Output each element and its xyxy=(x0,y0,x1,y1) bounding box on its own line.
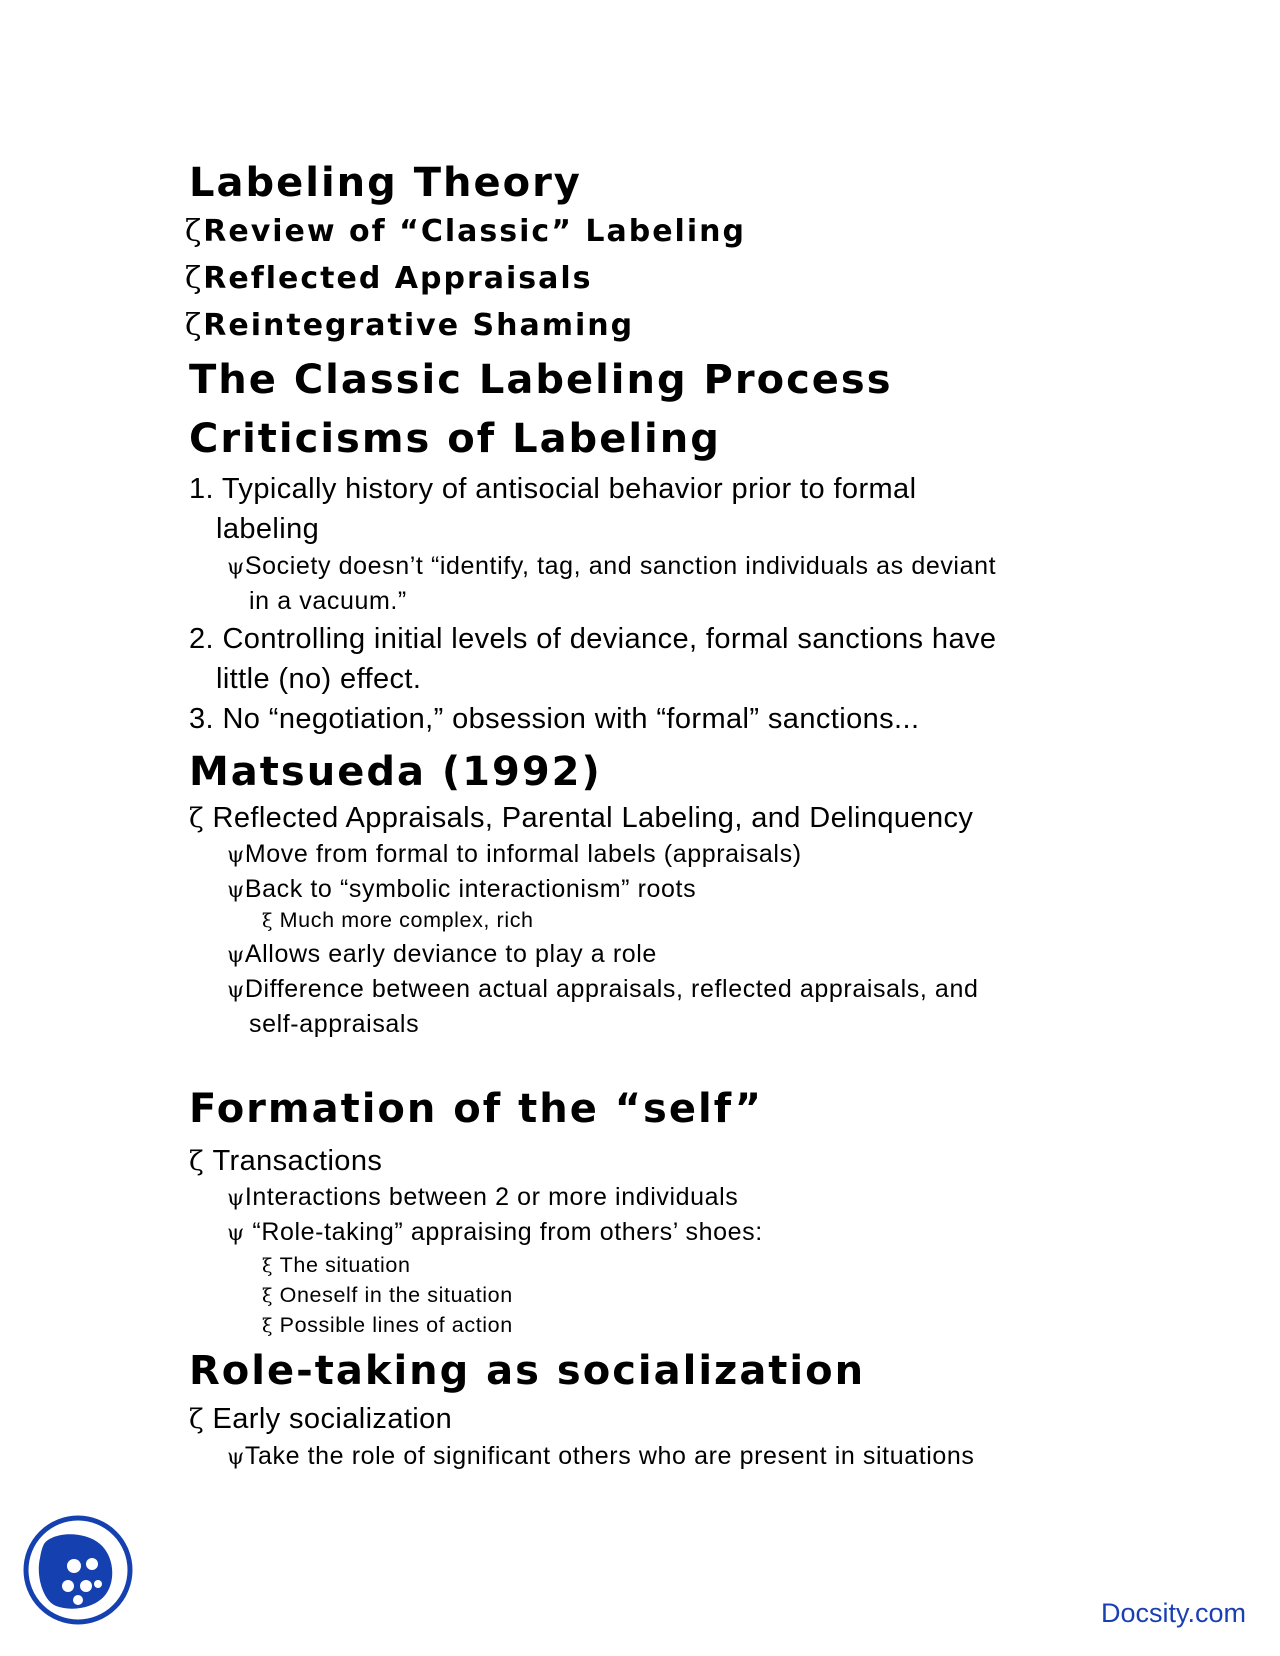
zeta-bullet: ζ xyxy=(189,803,205,834)
psi-bullet: ψ xyxy=(227,878,245,903)
logo-dot xyxy=(67,1559,81,1573)
zeta-bullet: ζ xyxy=(189,1404,205,1435)
docsity-brand-link[interactable]: Docsity.com xyxy=(1101,1598,1247,1628)
criticism-1-line-2: labeling xyxy=(216,513,320,545)
sub-text: Move from formal to informal labels (appraisals) xyxy=(244,840,802,868)
criticism-3: 3. No “negotiation,” obsession with “formal” sanctions... xyxy=(189,703,920,735)
logo-dot xyxy=(80,1580,92,1592)
matsueda-sub-2 xyxy=(227,877,696,902)
matsueda-sub-3 xyxy=(227,942,657,967)
psi-bullet: ψ xyxy=(227,1445,245,1470)
sub-item-text: Reintegrative Shaming xyxy=(203,308,635,343)
criticism-2-line-2: little (no) effect. xyxy=(216,663,422,695)
logo-dot xyxy=(73,1595,83,1605)
matsueda-sub-4-line-2: self-appraisals xyxy=(249,1010,420,1038)
formation-sub-2 xyxy=(227,1220,763,1245)
matsueda-subsub-1 xyxy=(262,910,534,932)
sub-text: Difference between actual appraisals, reflected appraisals, and xyxy=(244,975,979,1003)
docsity-logo-icon[interactable] xyxy=(22,1514,134,1626)
psi-bullet: ψ xyxy=(227,943,245,968)
main-text: Reflected Appraisals, Parental Labeling, and Delinquency xyxy=(204,802,974,834)
logo-dot xyxy=(94,1580,102,1588)
heading-criticisms-of-labeling: Criticisms of Labeling xyxy=(189,416,721,462)
formation-subsub-3 xyxy=(262,1315,513,1337)
sub-item-classic-labeling xyxy=(185,214,746,249)
sub-text: “Role-taking” appraising from others’ shoes: xyxy=(244,1218,763,1246)
zeta-bullet: ζ xyxy=(185,308,204,343)
matsueda-main-item xyxy=(189,804,973,833)
formation-sub-1 xyxy=(227,1185,738,1210)
heading-labeling-theory: Labeling Theory xyxy=(189,160,582,206)
roletaking-main-item xyxy=(189,1405,452,1434)
xi-bullet: ξ xyxy=(262,1255,274,1277)
psi-bullet: ψ xyxy=(227,555,245,580)
sub-item-reintegrative-shaming xyxy=(185,308,635,343)
logo-dot xyxy=(86,1558,98,1570)
xi-bullet: ξ xyxy=(262,1315,274,1337)
criticism-2-line-1: 2. Controlling initial levels of deviance, formal sanctions have xyxy=(189,623,997,655)
sub-item-text: Reflected Appraisals xyxy=(203,261,593,296)
subsub-text: The situation xyxy=(273,1253,411,1277)
xi-bullet: ξ xyxy=(262,1285,274,1307)
matsueda-sub-4-line-1 xyxy=(227,977,978,1002)
xi-bullet: ξ xyxy=(262,910,274,932)
formation-subsub-2 xyxy=(262,1285,513,1307)
criticism-1-line-1: 1. Typically history of antisocial behavior prior to formal xyxy=(189,473,917,505)
sub-item-reflected-appraisals xyxy=(185,261,593,296)
sub-text: Back to “symbolic interactionism” roots xyxy=(244,875,697,903)
subsub-text: Much more complex, rich xyxy=(273,908,534,932)
sub-item-text: Review of “Classic” Labeling xyxy=(203,214,746,249)
zeta-bullet: ζ xyxy=(185,214,204,249)
sub-text: Interactions between 2 or more individuals xyxy=(244,1183,739,1211)
zeta-bullet: ζ xyxy=(185,261,204,296)
subsub-text: Oneself in the situation xyxy=(273,1283,513,1307)
psi-bullet: ψ xyxy=(227,843,245,868)
criticism-1-sub-line-2: in a vacuum.” xyxy=(249,587,407,615)
heading-matsueda: Matsueda (1992) xyxy=(189,749,602,795)
sub-text: Society doesn’t “identify, tag, and sanction individuals as deviant xyxy=(244,552,997,580)
heading-classic-labeling-process: The Classic Labeling Process xyxy=(189,357,893,403)
main-text: Early socialization xyxy=(204,1403,453,1435)
sub-text: Take the role of significant others who are present in situations xyxy=(244,1442,975,1470)
zeta-bullet: ζ xyxy=(189,1146,205,1177)
subsub-text: Possible lines of action xyxy=(273,1313,513,1337)
heading-role-taking-as-socialization: Role-taking as socialization xyxy=(189,1348,866,1394)
psi-bullet: ψ xyxy=(227,1186,245,1211)
main-text: Transactions xyxy=(204,1145,383,1177)
formation-main-item xyxy=(189,1147,382,1176)
criticism-1-sub-line-1 xyxy=(227,554,996,579)
sub-text: Allows early deviance to play a role xyxy=(244,940,657,968)
psi-bullet: ψ xyxy=(227,1221,245,1246)
formation-subsub-1 xyxy=(262,1255,411,1277)
heading-formation-of-self: Formation of the “self” xyxy=(189,1086,764,1132)
psi-bullet: ψ xyxy=(227,978,245,1003)
roletaking-sub-1 xyxy=(227,1444,975,1469)
matsueda-sub-1 xyxy=(227,842,802,867)
logo-dot xyxy=(62,1580,74,1592)
